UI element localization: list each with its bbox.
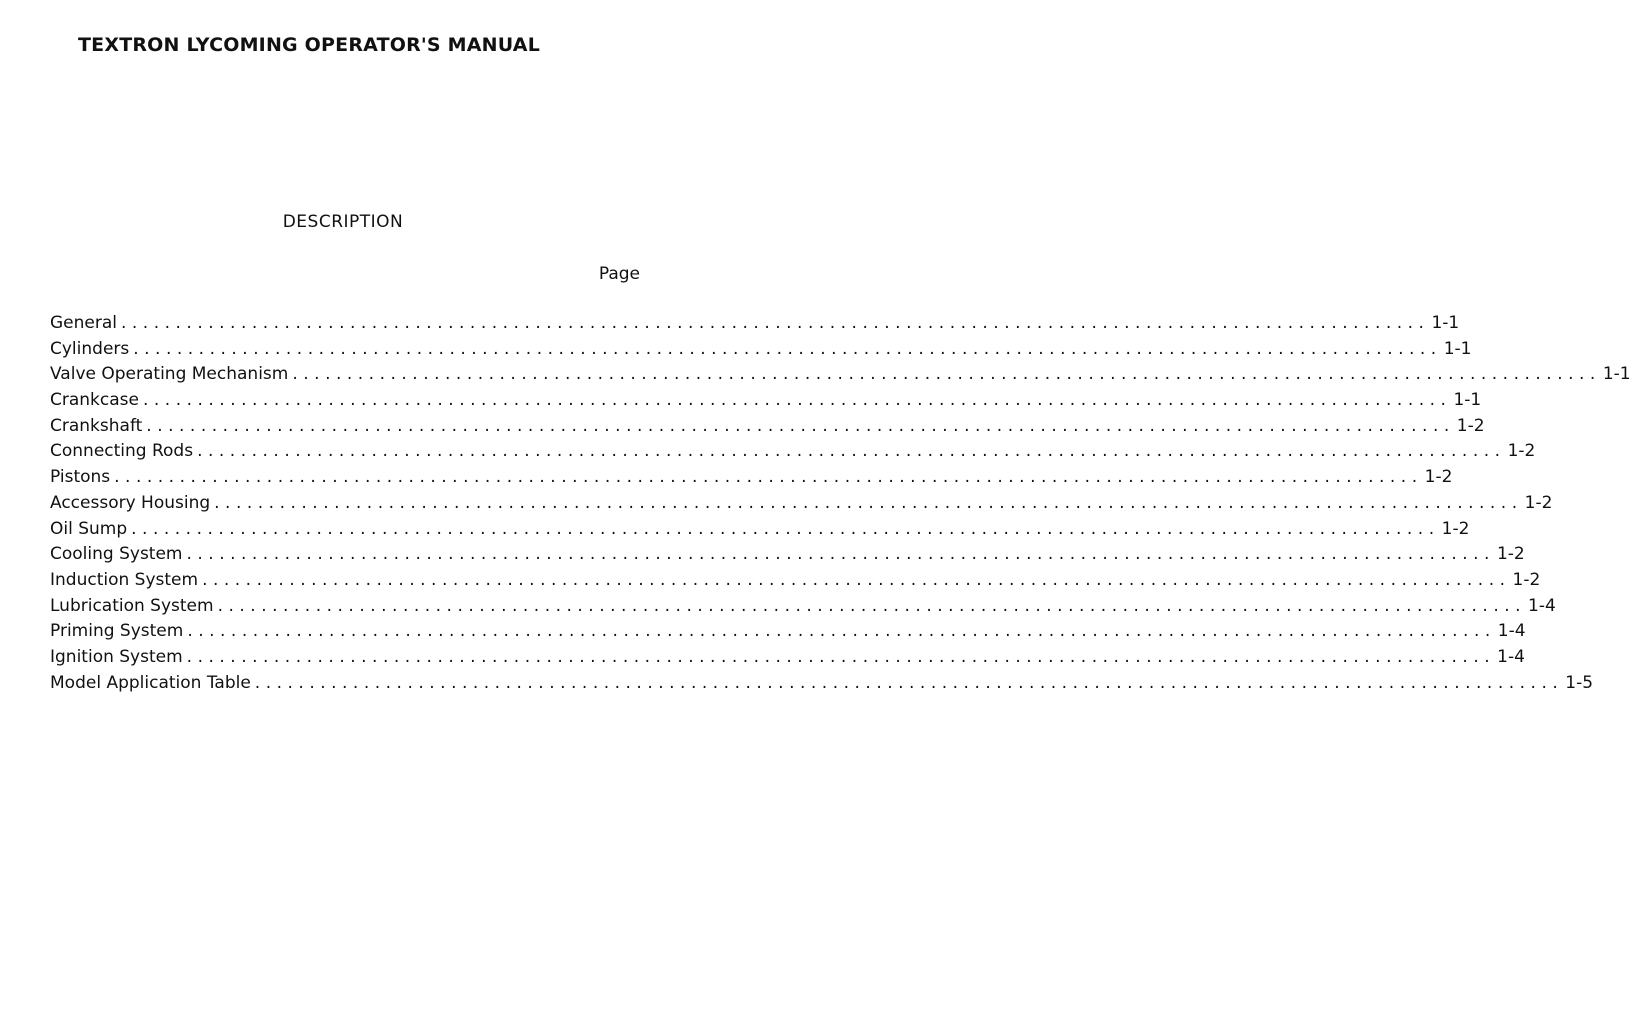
dot-leader: ........................................................................................................................	[187, 621, 1496, 642]
section-title: DESCRIPTION	[282, 212, 404, 232]
dot-leader: ........................................................................................................................	[217, 595, 1527, 616]
toc-entry-label: General	[50, 313, 117, 333]
toc-entry-model-application-table[interactable]	[50, 672, 1594, 699]
toc-entry-label: Valve Operating Mechanism	[50, 364, 289, 385]
dot-leader: ........................................................................................................................	[186, 544, 1495, 565]
toc-entry-label: Induction System	[50, 569, 199, 590]
toc-entry-connecting-rods[interactable]	[50, 441, 1536, 467]
toc-entry-label: Cooling System	[50, 544, 183, 565]
toc-entry-page: 1-2	[1496, 544, 1525, 565]
toc-entry-cooling-system[interactable]	[50, 544, 1525, 570]
toc-entry-accessory-housing[interactable]	[50, 492, 1553, 519]
toc-entry-pistons[interactable]	[50, 467, 1453, 493]
toc-entry-crankshaft[interactable]	[50, 415, 1485, 442]
toc-entry-page: 1-2	[1524, 492, 1553, 513]
toc-entry-page: 1-1	[1453, 390, 1482, 411]
toc-entry-page: 1-2	[1441, 518, 1470, 539]
toc-entry-page: 1-1	[1431, 313, 1460, 333]
dot-leader: ........................................................................................................................	[202, 569, 1511, 590]
toc-entry-label: Crankshaft	[50, 415, 143, 436]
dot-leader: ........................................................................................................................	[133, 338, 1442, 359]
toc-entry-page: 1-2	[1512, 569, 1541, 590]
dot-leader: ........................................................................................................................	[131, 518, 1440, 539]
page-column-label: Page	[598, 264, 640, 284]
toc-entry-label: Priming System	[50, 621, 184, 642]
toc-entry-cylinders[interactable]	[50, 338, 1472, 365]
toc-entry-valve-operating-mechanism[interactable]	[50, 364, 1631, 390]
toc-entry-page: 1-5	[1565, 672, 1594, 693]
dot-leader: ........................................................................................................................	[142, 390, 1452, 411]
toc-entry-page: 1-1	[1443, 338, 1472, 359]
toc-entry-priming-system[interactable]	[50, 621, 1526, 647]
dot-leader: ........................................................................................................................	[146, 415, 1455, 436]
toc-entry-page: 1-4	[1497, 621, 1526, 642]
dot-leader: ........................................................................................................................	[254, 672, 1564, 693]
toc-entry-label: Model Application Table	[50, 672, 251, 693]
toc-entry-label: Crankcase	[50, 390, 139, 411]
dot-leader: ........................................................................................................................	[292, 364, 1601, 385]
toc-entry-page: 1-4	[1497, 646, 1525, 667]
dot-leader: ........................................................................................................................	[197, 441, 1506, 462]
toc-entry-page: 1-2	[1507, 441, 1536, 462]
toc-entry-lubrication-system[interactable]	[50, 595, 1556, 622]
toc-entry-page: 1-2	[1456, 415, 1485, 436]
toc-entry-label: Ignition System	[50, 646, 183, 667]
toc-entry-label: Connecting Rods	[50, 441, 194, 462]
toc-entry-label: Lubrication System	[50, 595, 214, 616]
dot-leader: ........................................................................................................................	[186, 646, 1496, 667]
dot-leader: ........................................................................................................................	[214, 492, 1523, 513]
dot-leader: ........................................................................................................................	[121, 313, 1430, 333]
toc-entry-label: Pistons	[50, 467, 111, 488]
toc-entry-page: 1-2	[1424, 467, 1453, 488]
toc-entry-induction-system[interactable]	[50, 569, 1541, 596]
manual-header: TEXTRON LYCOMING OPERATOR'S MANUAL	[78, 34, 541, 56]
dot-leader: ........................................................................................................................	[114, 467, 1423, 488]
toc-entry-ignition-system[interactable]	[50, 646, 1525, 673]
table-of-contents	[50, 313, 1631, 698]
toc-entry-oil-sump[interactable]	[50, 518, 1470, 545]
toc-entry-label: Accessory Housing	[50, 492, 211, 513]
toc-entry-crankcase[interactable]	[50, 390, 1482, 416]
toc-entry-label: Oil Sump	[50, 518, 128, 539]
toc-entry-page: 1-1	[1602, 364, 1631, 385]
toc-entry-page: 1-4	[1528, 595, 1556, 616]
toc-entry-label: Cylinders	[50, 338, 130, 359]
toc-entry-general[interactable]	[50, 313, 1460, 339]
